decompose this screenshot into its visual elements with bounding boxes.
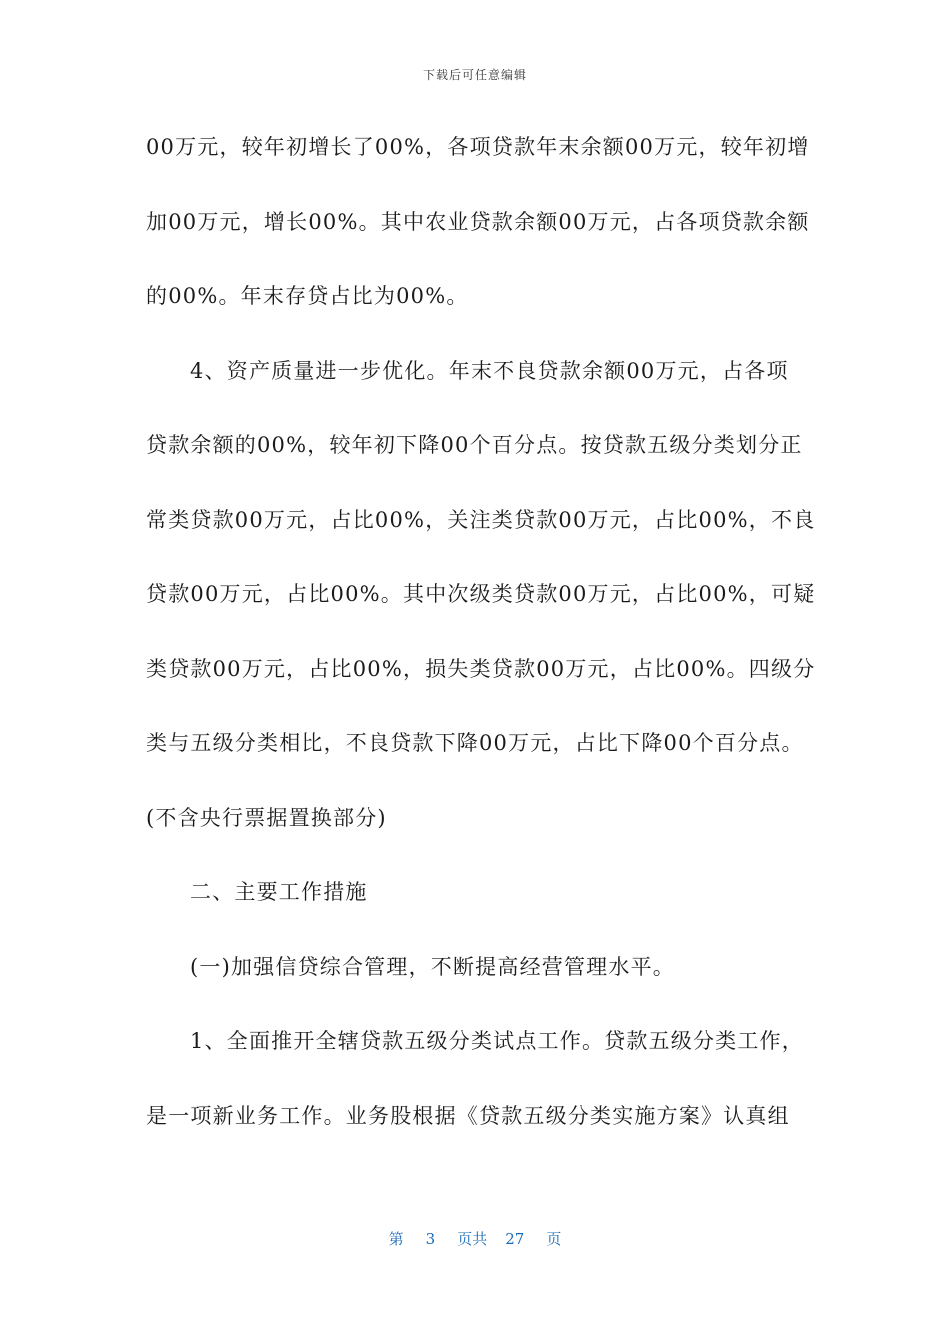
document-body	[146, 124, 816, 1167]
body-line-10: (不含央行票据置换部分)	[146, 805, 387, 830]
body-line-7: 贷款00万元，占比00%。其中次级类贷款00万元，占比00%，可疑	[146, 582, 816, 606]
section-heading: 二、主要工作措施	[190, 880, 368, 904]
page-header: 下载后可任意编辑	[422, 68, 527, 82]
footer-suffix: 页	[546, 1230, 562, 1248]
footer-middle: 页共	[457, 1230, 488, 1248]
body-line-3: 的00%。年末存贷占比为00%。	[146, 284, 469, 308]
subsection-heading: (一)加强信贷综合管理，不断提高经营管理水平。	[190, 954, 675, 979]
page-footer	[0, 1228, 950, 1249]
body-line-13: 1、全面推开全辖贷款五级分类试点工作。贷款五级分类工作，	[190, 1029, 804, 1053]
body-line-6: 常类贷款00万元，占比00%，关注类贷款00万元，占比00%，不良	[146, 507, 816, 532]
body-line-4: 4、资产质量进一步优化。年末不良贷款余额00万元，占各项	[190, 358, 789, 383]
body-line-9: 类与五级分类相比，不良贷款下降00万元，占比下降00个百分点。	[146, 731, 804, 755]
body-line-5: 贷款余额的00%，较年初下降00个百分点。按贷款五级分类划分正	[146, 433, 803, 457]
footer-page-number: 3	[425, 1230, 436, 1248]
footer-prefix: 第	[388, 1230, 404, 1248]
footer-total-pages: 27	[505, 1230, 525, 1248]
body-line-1: 00万元，较年初增长了00%，各项贷款年末余额00万元，较年初增	[146, 135, 810, 159]
body-line-2: 加00万元，增长00%。其中农业贷款余额00万元，占各项贷款余额	[146, 209, 810, 234]
body-line-8: 类贷款00万元，占比00%，损失类贷款00万元，占比00%。四级分	[146, 656, 816, 681]
body-line-14: 是一项新业务工作。业务股根据《贷款五级分类实施方案》认真组	[146, 1103, 790, 1128]
